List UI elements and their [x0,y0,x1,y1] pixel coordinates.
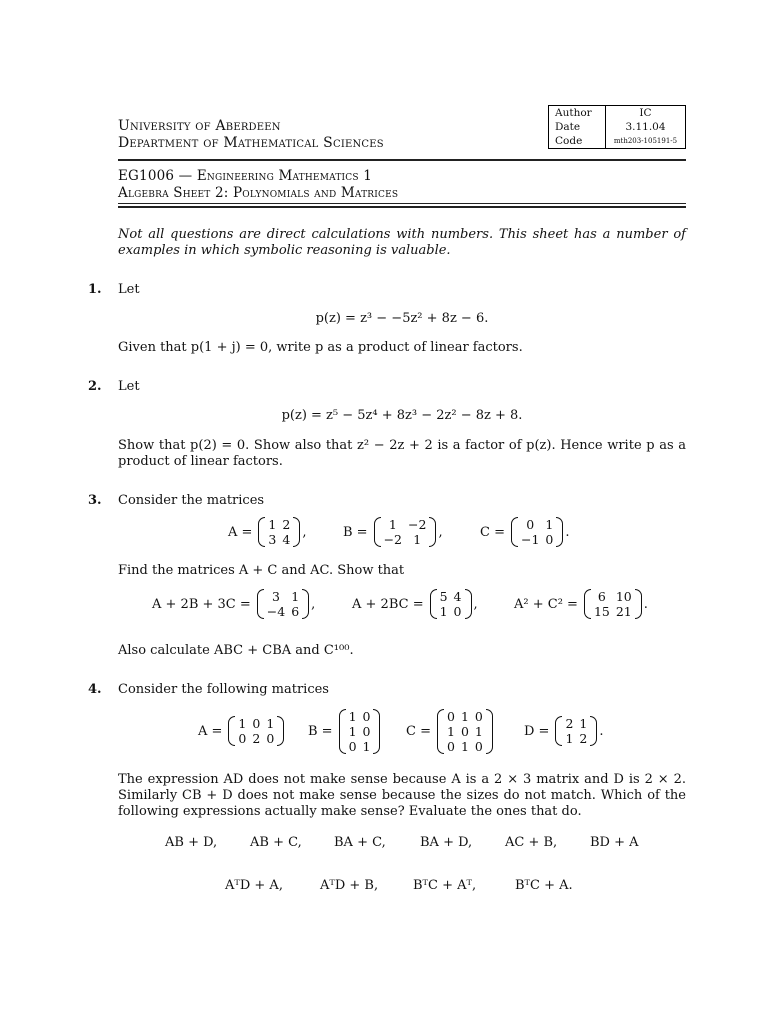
matrix-cell: 0 [474,709,483,724]
matrix-row [381,517,430,532]
matrix-cell: 0 [238,731,247,746]
matrix-label: B = [343,524,368,540]
question-number: 4. [88,682,102,697]
matrix-cell: −2 [383,532,403,547]
matrix-cell: 1 [446,724,455,739]
matrix-row [562,716,590,731]
matrix-label: A = [198,723,223,739]
q1-equation: p(z) = z³ − −5z² + 8z − 6. [315,311,489,326]
matrix-cell: 0 [362,724,371,739]
meta-row-date [549,120,686,134]
meta-key: Date [549,120,606,134]
q2-let: Let [118,379,140,394]
matrix-cell: 1 [565,731,574,746]
matrix-row [437,589,465,604]
q4-matrix-b [308,709,382,754]
matrix-label: D = [524,723,550,739]
matrix-cell: 0 [545,532,554,547]
expression: AᵀD + B, [320,878,379,893]
expression: AB + C, [250,835,302,850]
matrix-row [444,724,486,739]
matrix-cell: 0 [474,739,483,754]
matrix-cell: 1 [348,724,357,739]
header-rule-bottom-2 [118,206,686,208]
meta-value: IC [639,107,652,119]
matrix-cell: −2 [408,517,427,532]
matrix-entries [381,517,430,547]
matrix-cell: 1 [238,716,247,731]
matrix-cell: 1 [545,517,554,532]
matrix-cell: 1 [579,716,588,731]
paren-right [635,589,642,619]
department-name: Department of Mathematical Sciences [118,135,384,151]
matrix [437,709,493,754]
matrix-cell: 2 [252,731,261,746]
matrix-entries [235,716,277,746]
q1-text: Given that p(1 + j) = 0, write p as a product of linear factors. [118,340,523,355]
matrix-label: C = [406,724,431,739]
sheet-title: Algebra Sheet 2: Polynomials and Matrices [118,185,399,201]
meta-key: Code [549,134,606,149]
matrix-cell: 1 [474,724,483,739]
paren-right [556,517,563,547]
matrix-cell: 3 [272,589,280,604]
expression: AB + D, [165,835,218,850]
matrix-row [346,709,374,724]
q3-expr-1: A + 2B + 3C = 3 1 −4 6 , [152,589,316,619]
matrix-cell: 6 [597,589,606,604]
expression: BᵀC + Aᵀ, [413,878,477,893]
matrix-row [437,604,465,619]
question-number: 3. [88,493,102,508]
matrix-cell: 0 [252,716,261,731]
matrix-row [346,724,374,739]
matrix-cell: 1 [268,517,277,532]
matrix [257,589,309,619]
matrix-cell: 15 [593,604,610,619]
matrix-cell: 0 [526,517,535,532]
question-number: 2. [88,379,102,394]
matrix-row [562,731,590,746]
matrix-row [381,532,430,547]
paren-right [373,709,380,754]
paren-left [555,716,562,746]
matrix-row [518,532,556,547]
paren-left [437,709,444,754]
matrix-cell: 1 [413,532,422,547]
matrix-entries [346,709,374,754]
matrix-entries [591,589,635,619]
matrix-cell: 2 [565,716,574,731]
matrix-cell: −4 [266,604,286,619]
matrix-entries [437,589,465,619]
matrix-row [444,739,486,754]
matrix-entries [444,709,486,754]
paren-left [584,589,591,619]
q4-matrix-c [406,709,495,754]
matrix-row [265,532,293,547]
matrix [430,589,472,619]
matrix-entries [265,517,293,547]
matrix-cell: 0 [446,709,455,724]
matrix-cell: 0 [266,731,275,746]
matrix [258,517,300,547]
q3-matrix-c: C = 0 1 −1 0 . [480,517,570,547]
matrix-row [591,589,635,604]
matrix-entries [264,589,302,619]
matrix-cell: 0 [362,709,371,724]
matrix-row [444,709,486,724]
expression: BD + A [590,835,639,850]
q2-text: Show that p(2) = 0. Show also that z² − 2z + 2 is a factor of p(z). Hence write p as a product of linear factors. [118,438,686,469]
paren-left [228,716,235,746]
paren-left [339,709,346,754]
matrix-row [346,739,374,754]
paren-left [374,517,381,547]
paren-right [590,716,597,746]
matrix-cell: 5 [439,589,448,604]
matrix [228,716,284,746]
meta-value: mth203-105191-5 [613,137,678,145]
matrix-cell: 10 [615,589,632,604]
matrix-cell: 1 [362,739,371,754]
matrix-cell: 0 [460,724,469,739]
expression: BA + D, [420,835,473,850]
meta-value: 3.11.04 [625,121,666,133]
meta-key: Author [549,106,606,121]
expression: BA + C, [334,835,386,850]
meta-row-author [549,106,686,121]
q4-intro: Consider the following matrices [118,682,329,697]
q3-expr-2: A + 2BC = 5 4 1 0 , [352,589,478,619]
header-rule-bottom-1 [118,203,686,204]
matrix-entries [518,517,556,547]
matrix-cell: 2 [282,517,291,532]
expr-label: A + 2BC = [352,596,424,612]
matrix-label: A = [228,524,253,540]
paren-left [511,517,518,547]
q2-equation: p(z) = z⁵ − 5z⁴ + 8z³ − 2z² − 8z + 8. [281,408,523,423]
matrix-cell: 1 [439,604,448,619]
q3-find: Find the matrices A + C and AC. Show that [118,563,405,578]
matrix-cell: 4 [282,532,291,547]
matrix-cell: 1 [460,739,469,754]
paren-left [258,517,265,547]
matrix-cell: 3 [268,532,277,547]
matrix [374,517,437,547]
matrix-cell: 0 [348,739,357,754]
matrix-cell: 1 [348,709,357,724]
paren-left [257,589,264,619]
paren-right [293,517,300,547]
matrix-cell: 4 [453,589,462,604]
matrix-cell: −1 [520,532,540,547]
q4-matrix-d: D = 2 1 1 2 . [524,716,604,746]
expr-label: A² + C² = [514,596,578,612]
university-name: University of Aberdeen [118,118,281,134]
matrix-cell: 1 [266,716,275,731]
matrix-cell: 1 [460,709,469,724]
matrix-cell: 0 [446,739,455,754]
paren-left [430,589,437,619]
question-number: 1. [88,282,102,297]
matrix-row [235,731,277,746]
q3-matrix-a: A = 1 2 3 4 , [228,517,307,547]
matrix-cell: 1 [388,517,397,532]
expression: BᵀC + A. [515,878,573,893]
matrix-row [235,716,277,731]
expression: AᵀD + A, [225,878,283,893]
matrix-row [264,589,302,604]
matrix-entries [562,716,590,746]
paren-right [302,589,309,619]
paren-right [429,517,436,547]
matrix [555,716,597,746]
paren-right [277,716,284,746]
matrix [339,709,381,754]
q4-text: The expression AD does not make sense because A is a 2 × 3 matrix and D is 2 × 2. Similarly CB + D does not make sense because the sizes do not match. Which of the following expressions actually make sense? Evaluate the ones that do. [118,772,686,819]
q3-matrix-b: B = 1 −2 −2 1 , [343,517,443,547]
matrix-row [518,517,556,532]
intro-text: Not all questions are direct calculations with numbers. This sheet has a number of examples in which symbolic reasoning is valuable. [118,227,686,258]
meta-table [548,105,686,149]
header-rule-top [118,159,686,161]
matrix-label: C = [480,524,505,540]
q4-matrix-a [198,716,286,746]
matrix-cell: 2 [579,731,588,746]
meta-row-code [549,134,686,149]
matrix-cell: 0 [453,604,462,619]
expr-label: A + 2B + 3C = [152,596,251,612]
q1-let: Let [118,282,140,297]
matrix-row [264,604,302,619]
matrix-cell: 1 [291,589,300,604]
q3-expr-3: A² + C² = 6 10 15 21 . [514,589,648,619]
expression: AC + B, [505,835,558,850]
matrix [584,589,642,619]
q3-intro: Consider the matrices [118,493,265,508]
matrix-row [591,604,635,619]
matrix-cell: 21 [615,604,632,619]
matrix-label: B = [308,724,333,739]
q3-also: Also calculate ABC + CBA and C¹⁰⁰. [118,643,354,658]
paren-right [465,589,472,619]
matrix-cell: 6 [291,604,300,619]
matrix-row [265,517,293,532]
course-title: EG1006 — Engineering Mathematics 1 [118,168,373,184]
matrix [511,517,563,547]
paren-right [486,709,493,754]
